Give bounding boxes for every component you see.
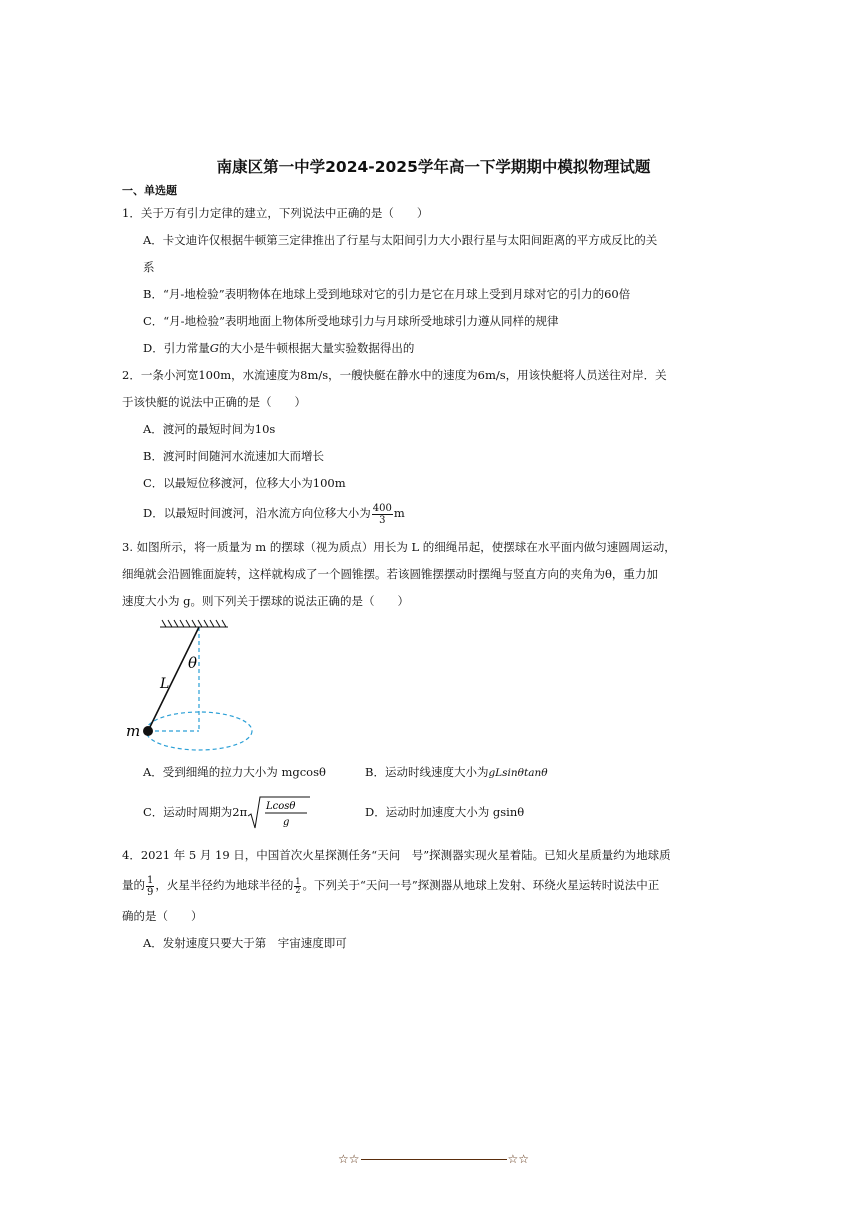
q1-option-a-cont: 系 <box>143 260 155 274</box>
q4-radius-numerator: 1 <box>295 876 301 886</box>
q1-d-post: 的大小是牛顿根据大量实验数据得出的 <box>218 341 415 355</box>
mass-label: m <box>126 722 141 740</box>
q4-fraction-mass <box>146 875 154 898</box>
string-line <box>148 627 199 731</box>
page-title: 南康区第一中学2024-2025学年高一下学期期中模拟物理试题 <box>216 158 651 176</box>
q3-c-numerator: Lcosθ <box>266 801 296 812</box>
q1-option-d <box>143 341 414 355</box>
footer-stars-right: ☆☆ <box>507 1152 530 1166</box>
q1-option-b: B．“月-地检验”表明物体在地球上受到地球对它的引力是它在月球上受到月球对它的引力的60倍 <box>143 287 631 301</box>
q2-d-numerator: 400 <box>372 502 392 514</box>
q3-option-a: A．受到细绳的拉力大小为 mgcosθ <box>143 765 326 779</box>
q2-stem-line2: 于该快艇的说法中正确的是（ ） <box>122 395 306 409</box>
conical-pendulum-figure <box>120 615 265 760</box>
footer-divider <box>361 1159 507 1160</box>
q3-c-denominator: g <box>283 817 290 828</box>
section-heading: 一、单选题 <box>122 184 177 197</box>
q1-option-c: C．“月-地检验”表明地面上物体所受地球引力与月球所受地球引力遵从同样的规律 <box>143 314 559 328</box>
footer-stars-left: ☆☆ <box>338 1152 360 1166</box>
q4-radius-denominator: 2 <box>295 885 301 895</box>
q3-b-pre: B．运动时线速度大小为 <box>365 765 489 779</box>
ceiling-hatch <box>160 620 228 627</box>
length-label: L <box>160 676 170 692</box>
q2-option-d <box>143 500 405 526</box>
q2-stem-line1: 2．一条小河宽100m，水流速度为8m/s，一艘快艇在静水中的速度为6m/s，用该快艇将人员送往对岸．关 <box>122 368 667 382</box>
page-footer <box>338 1152 529 1166</box>
q4-stem-line3: 确的是（ ） <box>122 909 203 923</box>
q4-option-a: A．发射速度只要大于第 宇宙速度即可 <box>143 936 347 950</box>
q1-stem: 1．关于万有引力定律的建立，下列说法中正确的是（ ） <box>122 206 429 220</box>
q3-option-b <box>365 765 548 780</box>
q1-d-var: G <box>209 341 219 355</box>
q3-c-pre: C．运动时周期为2π <box>143 805 248 819</box>
q4-fraction-radius <box>294 878 301 895</box>
q4-mass-numerator: 1 <box>147 874 154 886</box>
q2-option-a: A．渡河的最短时间为10s <box>143 422 276 436</box>
q3-stem-line3: 速度大小为 g。则下列关于摆球的说法正确的是（ ） <box>122 594 410 608</box>
q3-b-expr: gLsinθtanθ <box>488 767 548 779</box>
q3-option-c <box>143 796 311 830</box>
pendulum-bob <box>143 726 153 736</box>
q3-stem-line1: 3. 如图所示，将一质量为 m 的摆球（视为质点）用长为 L 的细绳吊起，使摆球在水平面内做匀速圆周运动， <box>122 540 676 554</box>
q2-d-unit: m <box>393 506 405 520</box>
q2-d-denominator: 3 <box>379 514 386 526</box>
q4-stem-line1: 4．2021 年 5 月 19 日，中国首次火星探测任务“天问 号”探测器实现火星着陆。已知火星质量约为地球质 <box>122 848 671 862</box>
q3-stem-line2: 细绳就会沿圆锥面旋转，这样就构成了一个圆锥摆。若该圆锥摆摆动时摆绳与竖直方向的夹角为θ，重力加 <box>122 567 658 581</box>
q4-stem2-post: 。下列关于“天问一号”探测器从地球上发射、环绕火星运转时说法中正 <box>302 878 660 892</box>
q2-option-b: B．渡河时间随河水流速加大而增长 <box>143 449 324 463</box>
sqrt-radical-icon <box>247 796 311 830</box>
q2-d-pre: D．以最短时间渡河，沿水流方向位移大小为 <box>143 506 371 520</box>
q3-c-sqrt <box>247 796 311 830</box>
q1-d-pre: D．引力常量 <box>143 341 210 355</box>
q4-stem-line2 <box>122 872 659 898</box>
theta-label: θ <box>188 654 198 672</box>
q2-option-c: C．以最短位移渡河，位移大小为100m <box>143 476 346 490</box>
q2-d-fraction <box>372 503 393 526</box>
q4-stem2-mid: ，火星半径约为地球半径的 <box>155 878 294 892</box>
q4-mass-denominator: 9 <box>147 886 154 898</box>
q3-option-d: D．运动时加速度大小为 gsinθ <box>365 805 525 819</box>
q1-option-a: A．卡文迪许仅根据牛顿第三定律推出了行星与太阳间引力大小跟行星与太阳间距离的平方成反比的关 <box>143 233 658 247</box>
q4-stem2-pre: 量的 <box>122 878 145 892</box>
